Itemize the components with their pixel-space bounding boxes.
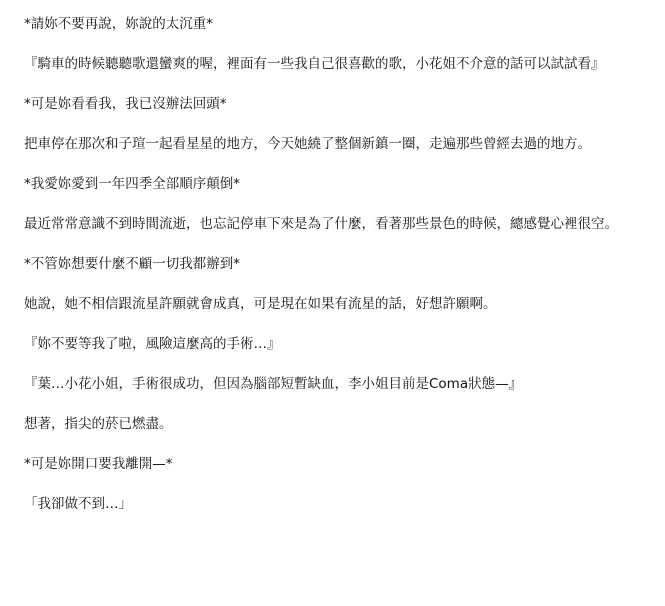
narrative-paragraph: 把車停在那次和子瑄一起看星星的地方，今天她繞了整個新鎮一圈，走遍那些曾經去過的地方。 — [24, 136, 591, 152]
lyric-line: *我愛妳愛到一年四季全部順序顛倒* — [24, 176, 240, 192]
lyric-line: *可是妳開口要我離開—* — [24, 456, 173, 472]
dialogue-paragraph: 「我卻做不到…」 — [24, 496, 132, 512]
dialogue-paragraph: 『葉…小花小姐，手術很成功，但因為腦部短暫缺血，李小姐目前是Coma狀態—』 — [24, 376, 523, 392]
narrative-paragraph: 想著，指尖的菸已燃盡。 — [24, 416, 173, 432]
dialogue-paragraph: 『妳不要等我了啦，風險這麼高的手術…』 — [24, 336, 281, 352]
dialogue-paragraph: 『騎車的時候聽聽歌還蠻爽的喔，裡面有一些我自己很喜歡的歌，小花姐不介意的話可以試試看』 — [24, 56, 605, 72]
article-body — [24, 14, 644, 534]
lyric-line: *可是妳看看我，我已沒辦法回頭* — [24, 96, 227, 112]
lyric-line: *請妳不要再說，妳說的太沉重* — [24, 16, 213, 32]
narrative-paragraph: 最近常常意識不到時間流逝，也忘記停車下來是為了什麼，看著那些景色的時候，總感覺心裡很空。 — [24, 216, 618, 232]
lyric-line: *不管妳想要什麼不顧一切我都辦到* — [24, 256, 240, 272]
narrative-paragraph: 她說，她不相信跟流星許願就會成真，可是現在如果有流星的話，好想許願啊。 — [24, 296, 497, 312]
